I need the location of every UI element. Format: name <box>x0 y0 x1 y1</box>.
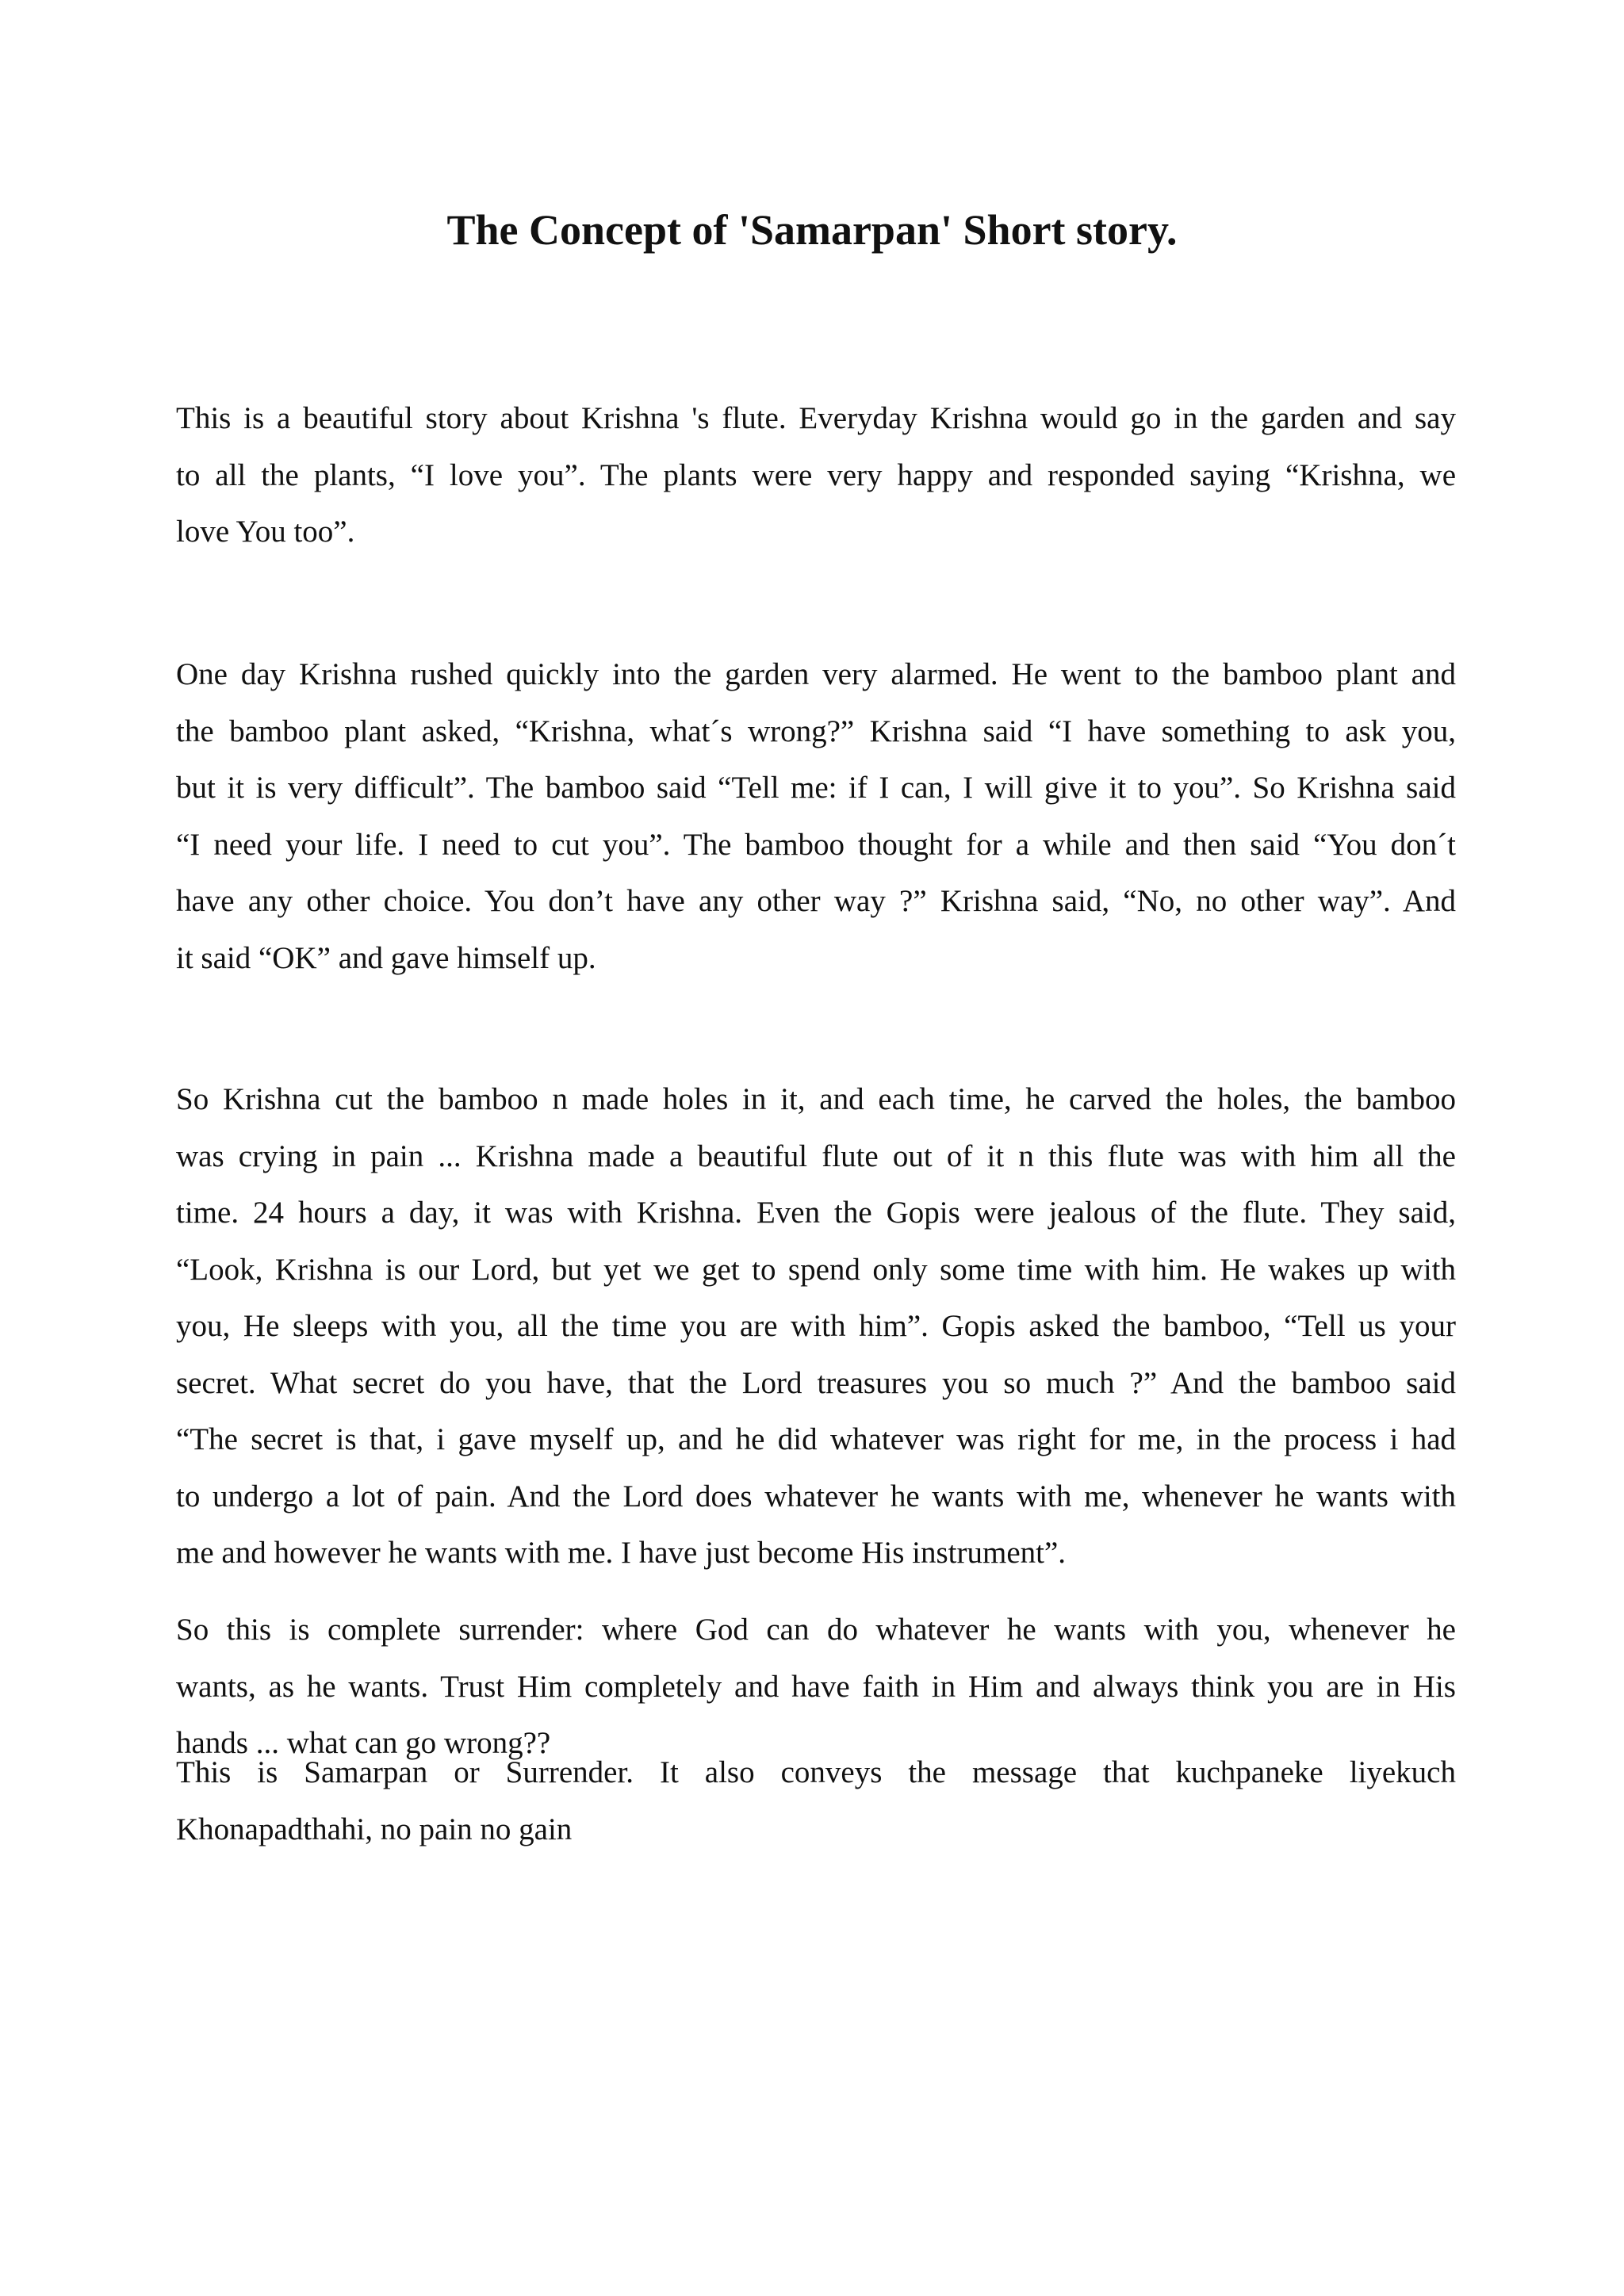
text-line: love You too”. <box>176 515 355 549</box>
story-paragraph-flute <box>176 1071 1456 1582</box>
text-line: This is Samarpan or Surrender. It also conveys the message that kuchpaneke liyekuch <box>176 1755 1456 1789</box>
text-line: me and however he wants with me. I have just become His instrument”. <box>176 1536 1067 1570</box>
text-line: “Look, Krishna is our Lord, but yet we get to spend only some time with him. He wakes up with <box>176 1252 1456 1287</box>
text-line: to all the plants, “I love you”. The plants were very happy and responded saying “Krishna, we <box>176 457 1456 492</box>
text-line: you, He sleeps with you, all the time you are with him”. Gopis asked the bamboo, “Tell us your <box>176 1309 1456 1343</box>
text-line: have any other choice. You don’t have any other way ?” Krishna said, “No, no other way”. And <box>176 884 1456 918</box>
text-line: One day Krishna rushed quickly into the garden very alarmed. He went to the bamboo plant and <box>176 657 1456 691</box>
text-line: secret. What secret do you have, that the Lord treasures you so much ?” And the bamboo said <box>176 1365 1456 1400</box>
text-line: hands ... what can go wrong?? <box>176 1726 551 1760</box>
text-line: This is a beautiful story about Krishna 's flute. Everyday Krishna would go in the garden and say <box>176 401 1456 435</box>
text-line: Khonapadthahi, no pain no gain <box>176 1812 573 1846</box>
text-line: was crying in pain ... Krishna made a beautiful flute out of it n this flute was with him all the <box>176 1138 1456 1173</box>
text-line: wants, as he wants. Trust Him completely and have faith in Him and always think you are in His <box>176 1669 1456 1704</box>
text-line: “I need your life. I need to cut you”. The bamboo thought for a while and then said “You don´t <box>176 827 1456 862</box>
text-line: So this is complete surrender: where God can do whatever he wants with you, whenever he <box>176 1613 1456 1647</box>
text-line: it said “OK” and gave himself up. <box>176 940 596 975</box>
document-title: The Concept of 'Samarpan' Short story. <box>446 206 1178 254</box>
story-paragraph-conclusion <box>176 1744 1456 1858</box>
story-paragraph-bamboo-request <box>176 646 1456 986</box>
text-line: time. 24 hours a day, it was with Krishna. Even the Gopis were jealous of the flute. They said, <box>176 1196 1456 1230</box>
text-line: So Krishna cut the bamboo n made holes in it, and each time, he carved the holes, the bamboo <box>176 1082 1456 1116</box>
text-line: but it is very difficult”. The bamboo said “Tell me: if I can, I will give it to you”. So Krishna said <box>176 771 1456 805</box>
story-paragraph-intro <box>176 390 1456 561</box>
text-line: the bamboo plant asked, “Krishna, what´s wrong?” Krishna said “I have something to ask you, <box>176 714 1456 748</box>
text-line: “The secret is that, i gave myself up, and he did whatever was right for me, in the process i had <box>176 1422 1456 1456</box>
text-line: to undergo a lot of pain. And the Lord does whatever he wants with me, whenever he wants with <box>176 1479 1456 1513</box>
